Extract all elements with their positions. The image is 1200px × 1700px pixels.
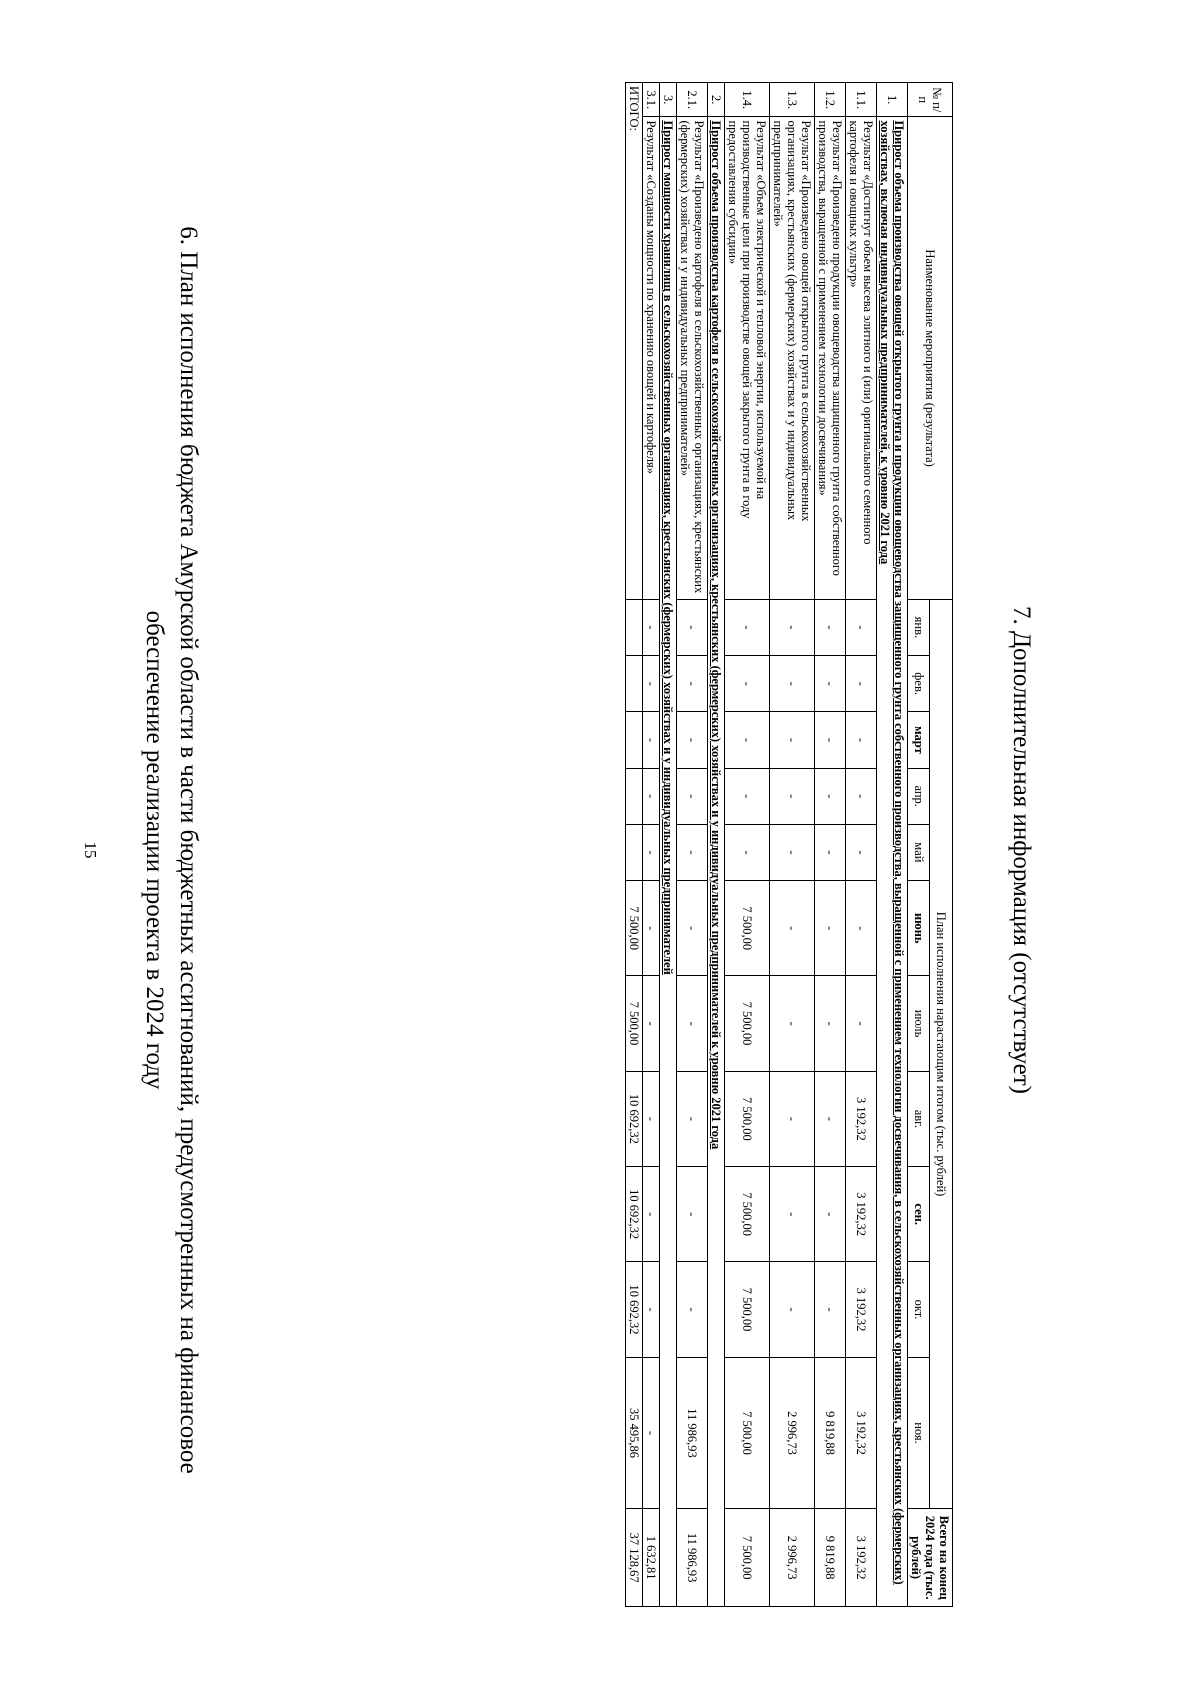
cell-oct: 7 500,00 xyxy=(725,1262,770,1357)
cell-sep: - xyxy=(643,1167,660,1262)
total-jun: 7 500,00 xyxy=(626,881,643,976)
table-row xyxy=(770,83,815,1607)
row-name: Результат «Произведено овощей открытого грунта в сельскохозяйственных организациях, крестьянских (фермерских) хозяйствах и у индивидуальных предпринимателей» xyxy=(770,117,815,599)
cell-sep: - xyxy=(770,1167,815,1262)
page-number: 15 xyxy=(81,841,100,859)
table-row xyxy=(677,83,708,1607)
cell-feb: - xyxy=(725,656,770,712)
row-number: 1.1. xyxy=(846,83,877,117)
table-row xyxy=(725,83,770,1607)
cell-aug: 7 500,00 xyxy=(725,1071,770,1166)
cell-nov: 2 996,73 xyxy=(770,1357,815,1509)
col-header-plan: План исполнения нарастающим итогом (тыс. рублей) xyxy=(930,599,953,1509)
cell-total: 7 500,00 xyxy=(725,1509,770,1607)
row-name: Результат «Объем электрической и тепловой энергии, используемой на производственные цели при производстве овощей закрытого грунта в году предоставления субсидии» xyxy=(725,117,770,599)
month-header: фев. xyxy=(908,656,931,712)
cell-sep: 3 192,32 xyxy=(846,1167,877,1262)
cell-mar: - xyxy=(677,712,708,768)
group-number: 2. xyxy=(708,83,725,117)
col-header-total: Всего на конец 2024 года (тыс. рублей) xyxy=(908,1509,953,1607)
row-name: Результат «Произведено продукции овощеводства защищенного грунта собственного производства, выращенной с применением технологии досвечивания» xyxy=(815,117,846,599)
total-apr xyxy=(626,768,643,824)
col-header-name: Наименование мероприятия (результата) xyxy=(908,117,953,599)
group-row xyxy=(708,83,725,1607)
group-title: Прирост объема производства овощей открытого грунта и продукции овощеводства защищенного грунта собственного производства, выращенной с применением технологии досвечивания, в сельскохозяйственных организациях, крестьянских (фермерских) хозяйствах, включая индивидуальных предпринимателей, к уровню 2021 года xyxy=(877,117,908,1607)
row-number: 3.1. xyxy=(643,83,660,117)
cell-apr: - xyxy=(770,768,815,824)
group-row xyxy=(660,83,677,1607)
cell-feb: - xyxy=(677,656,708,712)
cell-mar: - xyxy=(643,712,660,768)
total-row xyxy=(626,83,643,1607)
cell-aug: 3 192,32 xyxy=(846,1071,877,1166)
section-6-title-line-1: 6. План исполнения бюджета Амурской области в части бюджетных ассигнований, предусмотренных на финансовое xyxy=(175,226,202,1474)
row-number: 2.1. xyxy=(677,83,708,117)
cell-jun: - xyxy=(770,881,815,976)
cell-apr: - xyxy=(815,768,846,824)
cell-may: - xyxy=(643,824,660,880)
total-aug: 10 692,32 xyxy=(626,1071,643,1166)
total-nov: 35 495,86 xyxy=(626,1357,643,1509)
cell-mar: - xyxy=(815,712,846,768)
cell-may: - xyxy=(677,824,708,880)
cell-apr: - xyxy=(677,768,708,824)
cell-may: - xyxy=(846,824,877,880)
budget-plan-table-wrap xyxy=(625,82,953,1607)
table-row xyxy=(815,83,846,1607)
cell-jul: - xyxy=(677,976,708,1071)
cell-jul: 7 500,00 xyxy=(725,976,770,1071)
section-6-title xyxy=(137,100,205,1600)
total-jul: 7 500,00 xyxy=(626,976,643,1071)
row-number: 1.2. xyxy=(815,83,846,117)
group-number: 3. xyxy=(660,83,677,117)
cell-aug: - xyxy=(815,1071,846,1166)
cell-sep: - xyxy=(815,1167,846,1262)
cell-jan: - xyxy=(815,599,846,655)
month-header: март xyxy=(908,712,931,768)
cell-jan: - xyxy=(677,599,708,655)
section-6-title-line-2: обеспечение реализации проекта в 2024 году xyxy=(141,610,168,1090)
month-header: окт. xyxy=(908,1262,931,1357)
cell-may: - xyxy=(725,824,770,880)
month-header: май xyxy=(908,824,931,880)
cell-total: 3 192,32 xyxy=(846,1509,877,1607)
group-row xyxy=(877,83,908,1607)
cell-jan: - xyxy=(725,599,770,655)
cell-feb: - xyxy=(643,656,660,712)
row-number: 1.3. xyxy=(770,83,815,117)
month-header: апр. xyxy=(908,768,931,824)
cell-feb: - xyxy=(770,656,815,712)
total-label: ИТОГО: xyxy=(626,83,643,600)
cell-apr: - xyxy=(725,768,770,824)
cell-jun: 7 500,00 xyxy=(725,881,770,976)
cell-jul: - xyxy=(815,976,846,1071)
total-may xyxy=(626,824,643,880)
cell-may: - xyxy=(815,824,846,880)
cell-apr: - xyxy=(846,768,877,824)
cell-nov: 3 192,32 xyxy=(846,1357,877,1509)
total-overall: 37 128,67 xyxy=(626,1509,643,1607)
cell-sep: 7 500,00 xyxy=(725,1167,770,1262)
cell-aug: - xyxy=(643,1071,660,1166)
cell-nov: 9 819,88 xyxy=(815,1357,846,1509)
header-row-1 xyxy=(930,83,953,1607)
total-jan xyxy=(626,599,643,655)
month-header: июль xyxy=(908,976,931,1071)
month-header: июнь xyxy=(908,881,931,976)
cell-jan: - xyxy=(770,599,815,655)
cell-oct: - xyxy=(677,1262,708,1357)
cell-mar: - xyxy=(725,712,770,768)
cell-feb: - xyxy=(846,656,877,712)
budget-plan-table xyxy=(625,82,953,1607)
cell-nov: 11 986,93 xyxy=(677,1357,708,1509)
total-oct: 10 692,32 xyxy=(626,1262,643,1357)
total-mar xyxy=(626,712,643,768)
group-title: Прирост объема производства картофеля в сельскохозяйственных организациях, крестьянских (фермерских) хозяйствах и у индивидуальных предпринимателей к уровню 2021 года xyxy=(708,117,725,1607)
month-header: авг. xyxy=(908,1071,931,1166)
cell-sep: - xyxy=(677,1167,708,1262)
cell-jan: - xyxy=(846,599,877,655)
month-header: янв. xyxy=(908,599,931,655)
table-row xyxy=(846,83,877,1607)
cell-oct: 3 192,32 xyxy=(846,1262,877,1357)
cell-jun: - xyxy=(677,881,708,976)
row-name: Результат «Созданы мощности по хранению овощей и картофеля» xyxy=(643,117,660,599)
row-number: 1.4. xyxy=(725,83,770,117)
cell-apr: - xyxy=(643,768,660,824)
cell-jul: - xyxy=(643,976,660,1071)
table-row xyxy=(643,83,660,1607)
cell-total: 2 996,73 xyxy=(770,1509,815,1607)
group-number: 1. xyxy=(877,83,908,117)
total-sep: 10 692,32 xyxy=(626,1167,643,1262)
total-feb xyxy=(626,656,643,712)
cell-jul: - xyxy=(846,976,877,1071)
cell-nov: 7 500,00 xyxy=(725,1357,770,1509)
cell-total: 1 632,81 xyxy=(643,1509,660,1607)
cell-aug: - xyxy=(677,1071,708,1166)
month-header: сен. xyxy=(908,1167,931,1262)
cell-may: - xyxy=(770,824,815,880)
cell-aug: - xyxy=(770,1071,815,1166)
cell-oct: - xyxy=(815,1262,846,1357)
cell-jun: - xyxy=(846,881,877,976)
cell-jun: - xyxy=(815,881,846,976)
group-title: Прирост мощности хранилищ в сельскохозяйственных организациях, крестьянских (фермерских) хозяйствах и у индивидуальных предпринимателей xyxy=(660,117,677,1607)
cell-jun: - xyxy=(643,881,660,976)
cell-mar: - xyxy=(846,712,877,768)
cell-jan: - xyxy=(643,599,660,655)
col-header-number: № п/п xyxy=(908,83,953,117)
cell-mar: - xyxy=(770,712,815,768)
cell-jul: - xyxy=(770,976,815,1071)
cell-feb: - xyxy=(815,656,846,712)
cell-nov: - xyxy=(643,1357,660,1509)
cell-total: 11 986,93 xyxy=(677,1509,708,1607)
cell-oct: - xyxy=(643,1262,660,1357)
section-7-title: 7. Дополнительная информация (отсутствует) xyxy=(1008,605,1035,1094)
row-name: Результат «Достигнут объем высева элитного и (или) оригинального семенного картофеля и овощных культур» xyxy=(846,117,877,599)
month-header: ноя. xyxy=(908,1357,931,1509)
cell-oct: - xyxy=(770,1262,815,1357)
row-name: Результат «Произведено картофеля в сельскохозяйственных организациях, крестьянских (фермерских) хозяйствах и у индивидуальных предпринимателей» xyxy=(677,117,708,599)
cell-total: 9 819,88 xyxy=(815,1509,846,1607)
